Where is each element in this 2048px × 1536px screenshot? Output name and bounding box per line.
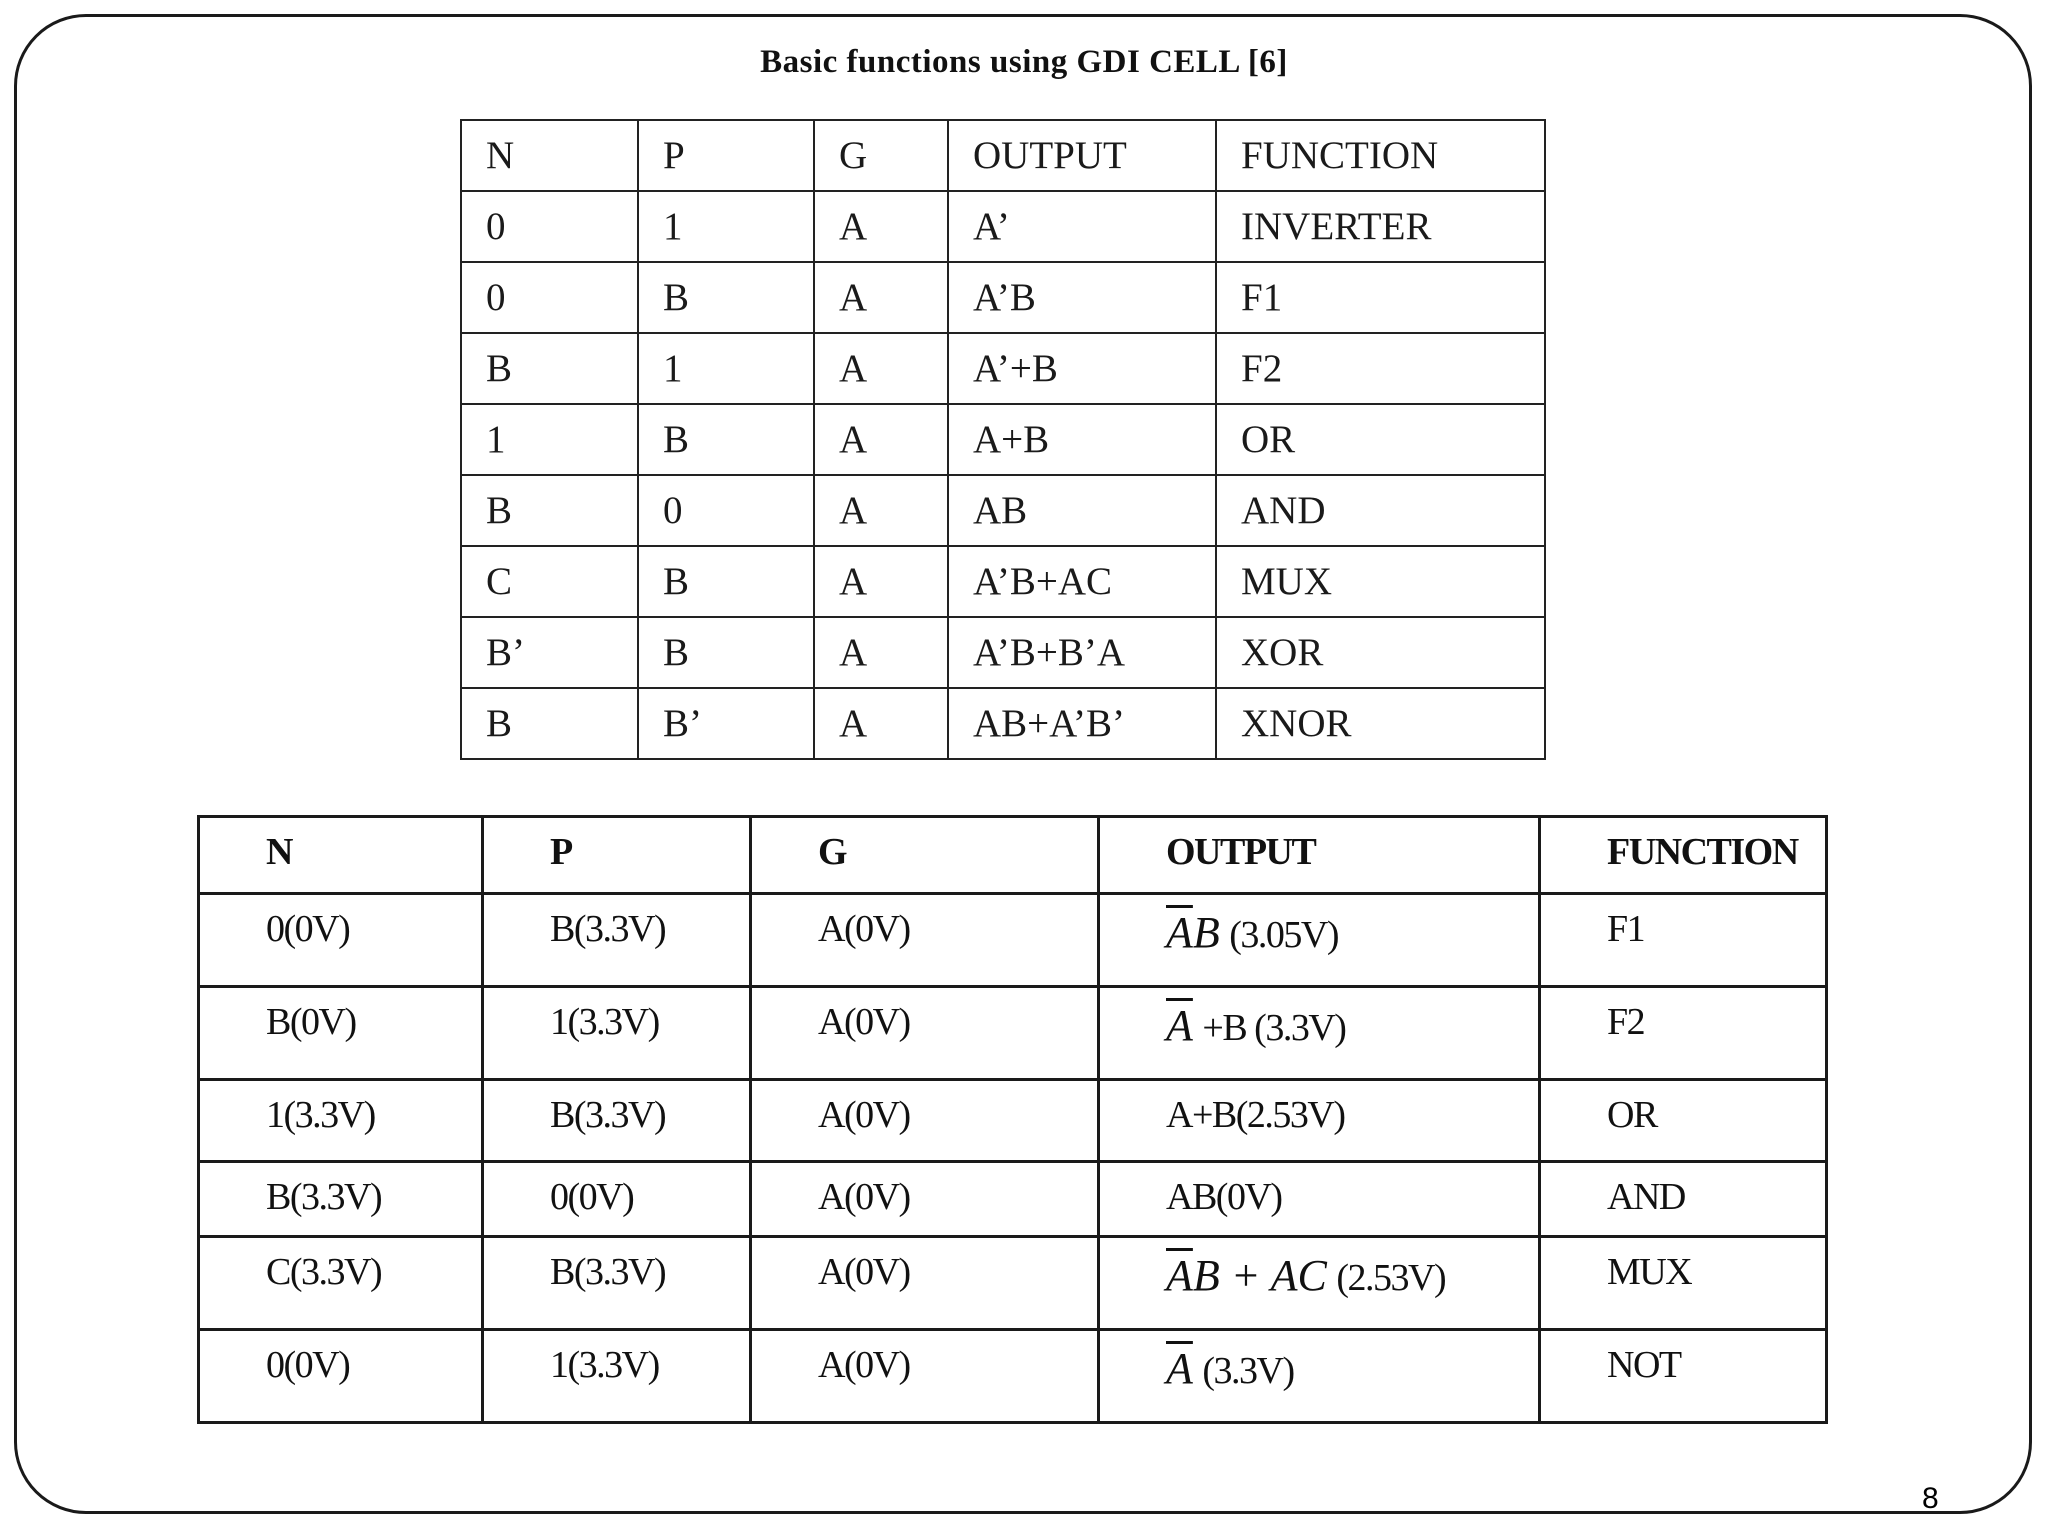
table-row (199, 1330, 1827, 1423)
table-cell: A (814, 617, 948, 688)
table-cell: B (461, 688, 638, 759)
table-cell: 0 (461, 262, 638, 333)
table-cell: B (638, 262, 814, 333)
table-cell: 1(3.3V) (483, 1330, 751, 1423)
table-cell: AB (948, 475, 1216, 546)
page-number: 8 (1922, 1482, 1939, 1515)
header-cell: FUNCTION (1216, 120, 1545, 191)
table-row (199, 1080, 1827, 1162)
table-row (461, 191, 1545, 262)
table-cell: A(0V) (751, 987, 1099, 1080)
table-row (199, 987, 1827, 1080)
output-cell (1099, 1330, 1540, 1423)
table-cell: 1 (638, 333, 814, 404)
table-cell: A’B+B’A (948, 617, 1216, 688)
header-cell: G (751, 817, 1099, 894)
table-cell: B (461, 333, 638, 404)
table-cell: 0(0V) (199, 894, 483, 987)
table-cell: AND (1540, 1162, 1827, 1237)
table-cell: F1 (1216, 262, 1545, 333)
table-cell: B(3.3V) (483, 894, 751, 987)
output-expression (1166, 1251, 1327, 1300)
gdi-basic-functions-table (460, 119, 1546, 760)
table-cell: INVERTER (1216, 191, 1545, 262)
table-cell: B (461, 475, 638, 546)
output-expression (1166, 1001, 1193, 1050)
table-cell: B(0V) (199, 987, 483, 1080)
header-cell: FUNCTION (1540, 817, 1827, 894)
table-cell: A (814, 191, 948, 262)
table-cell: C(3.3V) (199, 1237, 483, 1330)
table-cell: A(0V) (751, 1237, 1099, 1330)
table-cell: AND (1216, 475, 1545, 546)
table-row (199, 894, 1827, 987)
table-cell: A+B(2.53V) (1099, 1080, 1540, 1162)
table-cell: MUX (1540, 1237, 1827, 1330)
table-cell: A’B (948, 262, 1216, 333)
header-cell: P (483, 817, 751, 894)
table-cell: F2 (1540, 987, 1827, 1080)
header-cell: P (638, 120, 814, 191)
table-cell: A’B+AC (948, 546, 1216, 617)
output-term: B + AC (1192, 1251, 1327, 1300)
table-cell: A (814, 404, 948, 475)
table-cell: A(0V) (751, 1080, 1099, 1162)
header-cell: OUTPUT (948, 120, 1216, 191)
output-term: B (1192, 908, 1220, 957)
table-cell: NOT (1540, 1330, 1827, 1423)
table-row (461, 404, 1545, 475)
output-cell (1099, 987, 1540, 1080)
table-row (461, 617, 1545, 688)
table-cell: 1 (461, 404, 638, 475)
output-voltage: (2.53V) (1336, 1257, 1446, 1299)
complement-variable: $\overline{A}$ (1166, 1344, 1193, 1393)
table-header-row (199, 817, 1827, 894)
table-cell: B (638, 404, 814, 475)
table-row (461, 333, 1545, 404)
table-header-row (461, 120, 1545, 191)
header-cell: OUTPUT (1099, 817, 1540, 894)
table-cell: A (814, 333, 948, 404)
table-cell: A (814, 262, 948, 333)
table-cell: 0 (461, 191, 638, 262)
table-cell: OR (1540, 1080, 1827, 1162)
output-voltage: (3.05V) (1229, 914, 1339, 956)
header-cell: G (814, 120, 948, 191)
output-expression (1166, 1344, 1193, 1393)
table-cell: A(0V) (751, 1330, 1099, 1423)
complement-variable: $\overline{A}$ (1166, 908, 1193, 957)
table-cell: XNOR (1216, 688, 1545, 759)
table-cell: OR (1216, 404, 1545, 475)
table-cell: B (638, 617, 814, 688)
table-cell: 1(3.3V) (199, 1080, 483, 1162)
table-cell: 1 (638, 191, 814, 262)
table-cell: A (814, 688, 948, 759)
table-row (199, 1237, 1827, 1330)
table-cell: XOR (1216, 617, 1545, 688)
table-cell: A (814, 475, 948, 546)
table-row (461, 688, 1545, 759)
table-cell: A’+B (948, 333, 1216, 404)
table-cell: MUX (1216, 546, 1545, 617)
table-row (461, 262, 1545, 333)
table-cell: 1(3.3V) (483, 987, 751, 1080)
table-cell: A+B (948, 404, 1216, 475)
table-cell: A’ (948, 191, 1216, 262)
table-cell: B(3.3V) (483, 1080, 751, 1162)
table-cell: A (814, 546, 948, 617)
header-cell: N (199, 817, 483, 894)
table-cell: B(3.3V) (483, 1237, 751, 1330)
complement-variable: $\overline{A}$ (1166, 1251, 1193, 1300)
table-cell: B (638, 546, 814, 617)
table-cell: A(0V) (751, 894, 1099, 987)
slide-title: Basic functions using GDI CELL [6] (760, 44, 1288, 80)
output-cell (1099, 894, 1540, 987)
table-row (461, 475, 1545, 546)
table-cell: A(0V) (751, 1162, 1099, 1237)
complement-variable: $\overline{A}$ (1166, 1001, 1193, 1050)
table-cell: B’ (638, 688, 814, 759)
output-voltage: (3.3V) (1202, 1350, 1294, 1392)
table-cell: AB(0V) (1099, 1162, 1540, 1237)
table-cell: B(3.3V) (199, 1162, 483, 1237)
header-cell: N (461, 120, 638, 191)
table-cell: 0(0V) (199, 1330, 483, 1423)
table-row (199, 1162, 1827, 1237)
table-cell: 0(0V) (483, 1162, 751, 1237)
output-cell (1099, 1237, 1540, 1330)
gdi-voltage-table (197, 815, 1828, 1424)
output-expression (1166, 908, 1220, 957)
table-cell: F2 (1216, 333, 1545, 404)
table-cell: B’ (461, 617, 638, 688)
table-cell: F1 (1540, 894, 1827, 987)
table-row (461, 546, 1545, 617)
table-cell: C (461, 546, 638, 617)
table-cell: 0 (638, 475, 814, 546)
table-cell: AB+A’B’ (948, 688, 1216, 759)
output-voltage: +B (3.3V) (1202, 1007, 1346, 1049)
